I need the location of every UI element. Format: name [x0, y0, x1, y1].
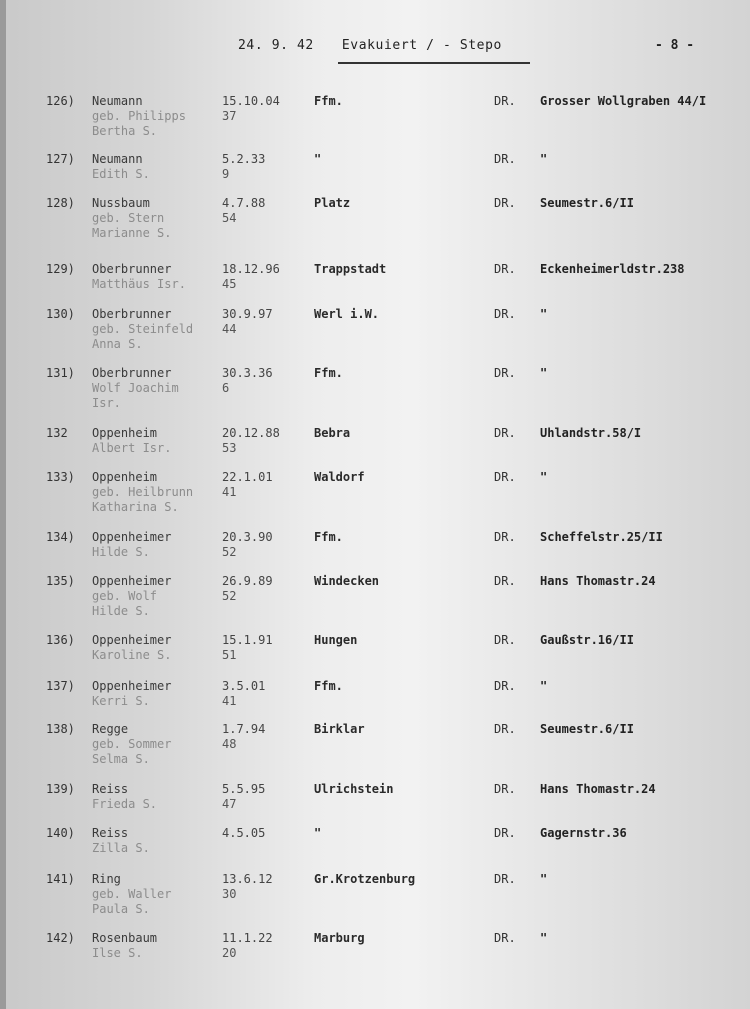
- header-underline: [338, 62, 530, 64]
- birth-info: [222, 426, 280, 456]
- address: ": [540, 307, 548, 321]
- page-number: - 8 -: [655, 38, 695, 53]
- surname: Oberbrunner: [92, 262, 172, 276]
- entry-number: 133): [46, 470, 75, 484]
- entry-name: [92, 679, 171, 709]
- birth-info: [222, 366, 273, 396]
- entry-name: [92, 633, 171, 663]
- birth-place: Ffm.: [314, 94, 343, 108]
- name-line: Albert Isr.: [92, 441, 172, 455]
- destination-code: DR.: [494, 872, 516, 886]
- entry-name: [92, 94, 186, 139]
- age: 48: [222, 737, 237, 751]
- entry-number: 142): [46, 931, 75, 945]
- surname: Oppenheim: [92, 426, 158, 440]
- birth-place: Ffm.: [314, 366, 343, 380]
- destination-code: DR.: [494, 679, 516, 693]
- surname: Oppenheimer: [92, 574, 172, 588]
- birth-info: [222, 826, 265, 841]
- birth-info: [222, 872, 273, 902]
- birth-info: [222, 574, 273, 604]
- birth-date: 13.6.12: [222, 872, 273, 886]
- birth-info: [222, 307, 273, 337]
- name-line: Bertha S.: [92, 124, 158, 138]
- name-line: geb. Philipps: [92, 109, 186, 123]
- entry-number: 135): [46, 574, 75, 588]
- entry-number: 136): [46, 633, 75, 647]
- birth-place: ": [314, 152, 322, 166]
- entry-number: 139): [46, 782, 75, 796]
- header-date: 24. 9. 42: [238, 38, 314, 53]
- birth-place: ": [314, 826, 322, 840]
- birth-info: [222, 196, 265, 226]
- birth-info: [222, 633, 273, 663]
- surname: Ring: [92, 872, 121, 886]
- name-line: Frieda S.: [92, 797, 158, 811]
- address: ": [540, 470, 548, 484]
- entry-number: 126): [46, 94, 75, 108]
- birth-info: [222, 470, 273, 500]
- address: Uhlandstr.58/I: [540, 426, 642, 440]
- entry-name: [92, 872, 171, 917]
- address: Scheffelstr.25/II: [540, 530, 663, 544]
- address: Gagernstr.36: [540, 826, 627, 840]
- entry-number: 138): [46, 722, 75, 736]
- surname: Neumann: [92, 94, 143, 108]
- name-line: Isr.: [92, 396, 121, 410]
- address: Hans Thomastr.24: [540, 574, 656, 588]
- birth-date: 11.1.22: [222, 931, 273, 945]
- birth-date: 20.12.88: [222, 426, 280, 440]
- birth-place: Platz: [314, 196, 351, 210]
- destination-code: DR.: [494, 530, 516, 544]
- destination-code: DR.: [494, 426, 516, 440]
- birth-date: 4.7.88: [222, 196, 266, 210]
- birth-place: Werl i.W.: [314, 307, 380, 321]
- destination-code: DR.: [494, 262, 516, 276]
- name-line: Ilse S.: [92, 946, 143, 960]
- destination-code: DR.: [494, 470, 516, 484]
- surname: Oberbrunner: [92, 366, 172, 380]
- age: 6: [222, 381, 230, 395]
- name-line: Marianne S.: [92, 226, 172, 240]
- entry-name: [92, 152, 150, 182]
- birth-date: 15.1.91: [222, 633, 273, 647]
- address: ": [540, 931, 548, 945]
- entry-name: [92, 722, 171, 767]
- entry-name: [92, 307, 193, 352]
- age: 30: [222, 887, 237, 901]
- birth-date: 26.9.89: [222, 574, 273, 588]
- address: Seumestr.6/II: [540, 196, 634, 210]
- name-line: Anna S.: [92, 337, 143, 351]
- name-line: geb. Wolf: [92, 589, 158, 603]
- entry-number: 131): [46, 366, 75, 380]
- address: ": [540, 679, 548, 693]
- birth-date: 5.2.33: [222, 152, 266, 166]
- entry-name: [92, 426, 171, 456]
- age: 52: [222, 589, 237, 603]
- address: Hans Thomastr.24: [540, 782, 656, 796]
- birth-info: [222, 94, 280, 124]
- age: 41: [222, 694, 237, 708]
- name-line: geb. Heilbrunn: [92, 485, 194, 499]
- birth-date: 22.1.01: [222, 470, 273, 484]
- age: 37: [222, 109, 237, 123]
- age: 52: [222, 545, 237, 559]
- birth-date: 4.5.05: [222, 826, 266, 840]
- name-line: Katharina S.: [92, 500, 179, 514]
- birth-date: 30.9.97: [222, 307, 273, 321]
- entry-name: [92, 262, 186, 292]
- name-line: Matthäus Isr.: [92, 277, 186, 291]
- destination-code: DR.: [494, 931, 516, 945]
- surname: Oppenheim: [92, 470, 158, 484]
- birth-date: 30.3.36: [222, 366, 273, 380]
- birth-place: Marburg: [314, 931, 365, 945]
- birth-date: 3.5.01: [222, 679, 266, 693]
- birth-place: Birklar: [314, 722, 365, 736]
- entry-name: [92, 196, 171, 241]
- age: 45: [222, 277, 237, 291]
- age: 20: [222, 946, 237, 960]
- entry-name: [92, 366, 179, 411]
- age: 54: [222, 211, 237, 225]
- entry-number: 134): [46, 530, 75, 544]
- birth-place: Hungen: [314, 633, 358, 647]
- birth-info: [222, 782, 265, 812]
- entry-number: 129): [46, 262, 75, 276]
- name-line: Wolf Joachim: [92, 381, 179, 395]
- destination-code: DR.: [494, 366, 516, 380]
- name-line: Karoline S.: [92, 648, 172, 662]
- birth-date: 20.3.90: [222, 530, 273, 544]
- address: Eckenheimerldstr.238: [540, 262, 685, 276]
- name-line: Zilla S.: [92, 841, 150, 855]
- surname: Oppenheimer: [92, 530, 172, 544]
- header-title: Evakuiert / - Stepo: [341, 38, 502, 53]
- birth-info: [222, 262, 280, 292]
- birth-info: [222, 530, 273, 560]
- name-line: Paula S.: [92, 902, 150, 916]
- age: 53: [222, 441, 237, 455]
- surname: Oppenheimer: [92, 679, 172, 693]
- name-line: geb. Stern: [92, 211, 165, 225]
- birth-info: [222, 931, 273, 961]
- age: 51: [222, 648, 237, 662]
- address: Grosser Wollgraben 44/I: [540, 94, 707, 108]
- birth-date: 18.12.96: [222, 262, 280, 276]
- destination-code: DR.: [494, 826, 516, 840]
- name-line: geb. Sommer: [92, 737, 172, 751]
- surname: Neumann: [92, 152, 143, 166]
- birth-place: Ffm.: [314, 679, 343, 693]
- name-line: Kerri S.: [92, 694, 150, 708]
- birth-date: 5.5.95: [222, 782, 266, 796]
- birth-info: [222, 679, 265, 709]
- name-line: geb. Steinfeld: [92, 322, 194, 336]
- surname: Reiss: [92, 782, 129, 796]
- surname: Reiss: [92, 826, 129, 840]
- name-line: geb. Waller: [92, 887, 172, 901]
- entry-name: [92, 782, 157, 812]
- birth-place: Bebra: [314, 426, 351, 440]
- birth-place: Windecken: [314, 574, 380, 588]
- age: 9: [222, 167, 230, 181]
- name-line: Selma S.: [92, 752, 150, 766]
- destination-code: DR.: [494, 782, 516, 796]
- entry-name: [92, 931, 157, 961]
- destination-code: DR.: [494, 307, 516, 321]
- name-line: Hilde S.: [92, 545, 150, 559]
- entry-number: 130): [46, 307, 75, 321]
- age: 41: [222, 485, 237, 499]
- name-line: Hilde S.: [92, 604, 150, 618]
- birth-date: 1.7.94: [222, 722, 266, 736]
- page-edge-shadow: [0, 0, 6, 1009]
- entry-name: [92, 826, 150, 856]
- entry-name: [92, 470, 193, 515]
- destination-code: DR.: [494, 94, 516, 108]
- entry-number: 132: [46, 426, 68, 440]
- entry-number: 127): [46, 152, 75, 166]
- entry-number: 140): [46, 826, 75, 840]
- entry-name: [92, 574, 171, 619]
- entry-name: [92, 530, 171, 560]
- birth-place: Ulrichstein: [314, 782, 394, 796]
- address: Gaußstr.16/II: [540, 633, 634, 647]
- surname: Nussbaum: [92, 196, 150, 210]
- entry-number: 128): [46, 196, 75, 210]
- destination-code: DR.: [494, 633, 516, 647]
- surname: Oppenheimer: [92, 633, 172, 647]
- birth-place: Trappstadt: [314, 262, 387, 276]
- surname: Oberbrunner: [92, 307, 172, 321]
- address: ": [540, 152, 548, 166]
- name-line: Edith S.: [92, 167, 150, 181]
- age: 47: [222, 797, 237, 811]
- birth-place: Gr.Krotzenburg: [314, 872, 416, 886]
- address: Seumestr.6/II: [540, 722, 634, 736]
- birth-place: Ffm.: [314, 530, 343, 544]
- birth-date: 15.10.04: [222, 94, 280, 108]
- address: ": [540, 872, 548, 886]
- destination-code: DR.: [494, 152, 516, 166]
- document-header: [238, 38, 502, 53]
- address: ": [540, 366, 548, 380]
- surname: Regge: [92, 722, 129, 736]
- destination-code: DR.: [494, 722, 516, 736]
- entry-number: 137): [46, 679, 75, 693]
- birth-info: [222, 722, 265, 752]
- birth-place: Waldorf: [314, 470, 365, 484]
- age: 44: [222, 322, 237, 336]
- entry-number: 141): [46, 872, 75, 886]
- surname: Rosenbaum: [92, 931, 158, 945]
- birth-info: [222, 152, 265, 182]
- destination-code: DR.: [494, 574, 516, 588]
- destination-code: DR.: [494, 196, 516, 210]
